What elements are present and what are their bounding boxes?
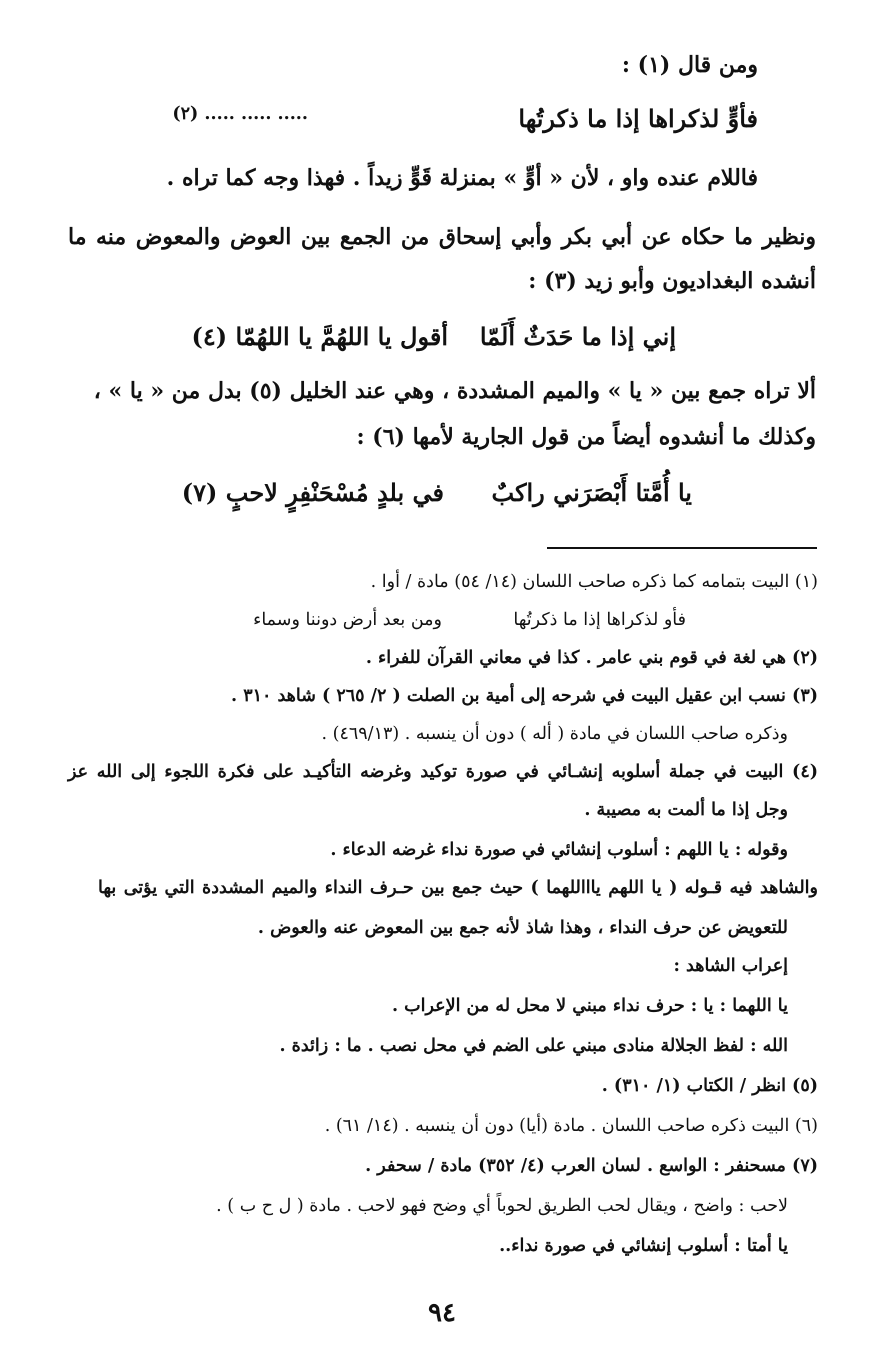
footnote-1-verse-left: ومن بعد أرض دوننا وسماء [253,610,442,630]
footnote-4-cont: يا اللهما : يا : حرف نداء مبني لا محل له من الإعراب . [392,996,788,1016]
footnote-7-cont: لاحب : واضح ، ويقال لحب الطريق لحوباً أي وضح فهو لاحب . مادة ( ل ح ب ) . [216,1196,788,1216]
footnote-4-cont: والشاهد فيه قـوله ( يا اللهم ياااللهما ) حيث جمع بين حـرف النداء والميم المشددة التي يؤتى بها [98,878,818,898]
body-line: أنشده البغداديون وأبو زيد (٣) : [528,268,816,294]
footnote-5: (٥) انظر / الكتاب (١/ ٣١٠) . [601,1076,818,1096]
footnote-4: (٤) البيت في جملة أسلوبه إنشـائي في صورة توكيد وغرضه التأكيـد على فكرة اللجوء إلى الله عز [68,762,818,782]
footnote-2: (٢) هي لغة في قوم بني عامر . كذا في معاني القرآن للفراء . [365,648,818,668]
footnote-4-cont: للتعويض عن حرف النداء ، وهذا شاذ لأنه جمع بين المعوض عنه والعوض . [257,918,788,938]
verse-hemistich-left: (٢) ..... ..... ..... [172,104,308,124]
footnote-7: (٧) مسحنفر : الواسع . لسان العرب (٤/ ٣٥٢) مادة / سحفر . [365,1156,818,1176]
body-line: ألا تراه جمع بين « يا » والميم المشددة ، وهي عند الخليل (٥) بدل من « يا » ، [93,378,816,404]
footnote-separator [547,547,817,549]
footnote-3-cont: وذكره صاحب اللسان في مادة ( أله ) دون أن ينسبه . (٤٦٩/١٣) . [321,724,788,744]
footnote-3: (٣) نسب ابن عقيل البيت في شرحه إلى أمية بن الصلت ( ٢/ ٢٦٥ ) شاهد ٣١٠ . [231,686,818,706]
page-number: ٩٤ [428,1298,456,1328]
verse-hemistich-left: في بلدٍ مُسْحَنْفِرٍ لاحبٍ (٧) [181,478,444,507]
footnote-4-cont: الله : لفظ الجلالة منادى مبني على الضم في محل نصب . ما : زائدة . [279,1036,788,1056]
verse-hemistich-right: يا أُمَّتا أَبْصَرَني راكبٌ [491,478,692,507]
footnote-6: (٦) البيت ذكره صاحب اللسان . مادة (أيا) دون أن ينسبه . (١٤/ ٦١) . [324,1116,818,1136]
footnote-4-cont: وجل إذا ما ألمت به مصيبة . [584,800,788,820]
body-line: فاللام عنده واو ، لأن « أوٍّ » بمنزلة قَوٍّ زيداً . فهذا وجه كما تراه . [166,165,758,191]
footnote-7-cont: يا أمتا : أسلوب إنشائي في صورة نداء.. [499,1236,788,1256]
footnote-4-cont: إعراب الشاهد : [673,956,788,976]
footnote-4-cont: وقوله : يا اللهم : أسلوب إنشائي في صورة نداء غرضه الدعاء . [330,840,788,860]
verse-hemistich-left: أقول يا اللهُمَّ يا اللهُمّا (٤) [191,322,448,351]
body-line: ومن قال (١) : [621,52,758,78]
footnote-1: (١) البيت بتمامه كما ذكره صاحب اللسان (١٤/ ٥٤) مادة / أوا . [370,572,818,592]
body-line: ونظير ما حكاه عن أبي بكر وأبي إسحاق من الجمع بين العوض والمعوض منه ما [68,224,816,250]
body-line: وكذلك ما أنشدوه أيضاً من قول الجارية لأمها (٦) : [356,424,816,450]
verse-hemistich-right: إني إذا ما حَدَثٌ أَلَمّا [479,322,676,351]
footnote-1-verse-right: فأو لذكراها إذا ما ذكرتُها [513,610,686,630]
verse-hemistich-right: فأوٍّ لذكراها إذا ما ذكرتُها [518,104,758,133]
